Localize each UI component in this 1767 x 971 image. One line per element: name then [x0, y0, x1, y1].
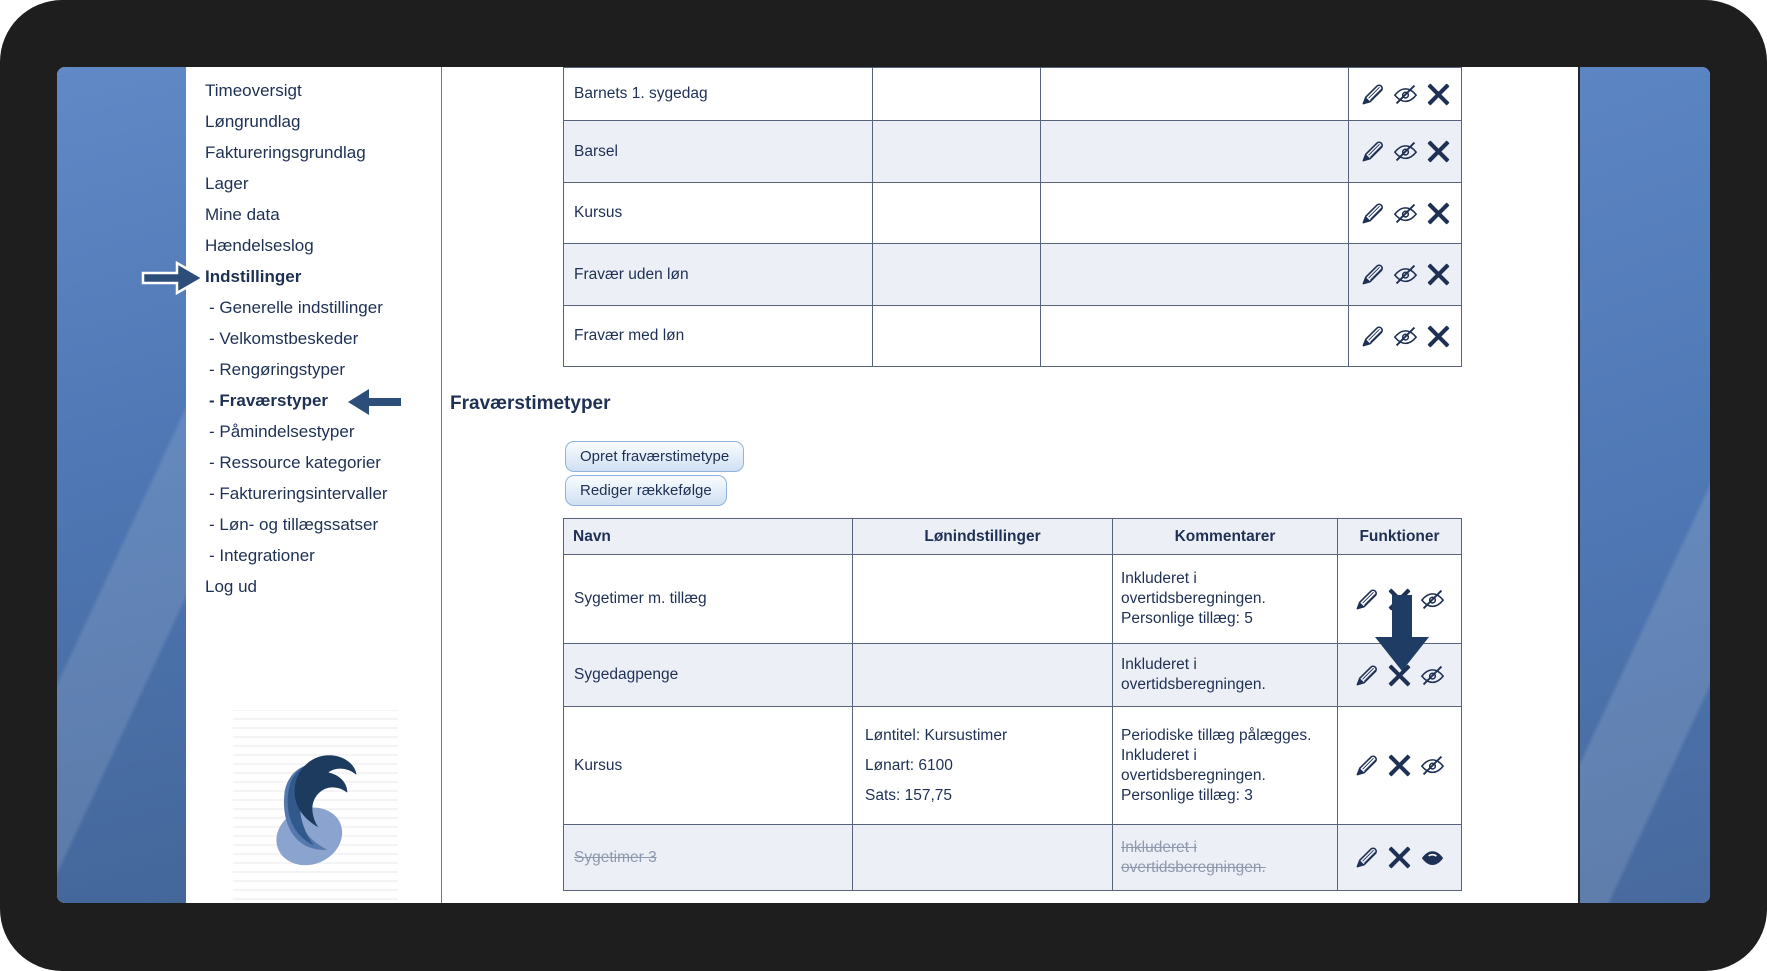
page-title: Fraværstimetyper: [450, 393, 611, 414]
empty-cell: [873, 121, 1041, 183]
sidebar-item-rengoringstyper[interactable]: - Rengøringstyper: [209, 360, 346, 379]
wave-logo-icon: [260, 736, 372, 874]
sidebar-item-lager[interactable]: Lager: [205, 174, 249, 193]
row-actions-cell: [1349, 121, 1462, 183]
hide-eye-slash-icon[interactable]: [1393, 324, 1418, 349]
delete-x-icon[interactable]: [1387, 845, 1412, 870]
row-name-cell: Sygetimer 3: [564, 825, 853, 891]
fravaerstimetyper-table: [563, 518, 1462, 891]
edit-icon[interactable]: [1360, 201, 1385, 226]
annotation-left-arrow-icon: [345, 387, 403, 417]
row-name-cell: Barnets 1. sygedag: [564, 68, 873, 121]
hide-eye-slash-icon[interactable]: [1393, 201, 1418, 226]
pay-settings-cell: [853, 555, 1113, 644]
annotation-down-arrow-icon: [1373, 595, 1431, 673]
show-eye-icon[interactable]: [1420, 845, 1445, 870]
edit-icon[interactable]: [1354, 845, 1379, 870]
comments-cell: Inkluderet i overtidsberegningen.: [1113, 644, 1338, 707]
desktop-wallpaper-right: [1578, 67, 1710, 903]
row-name-cell: Sygetimer m. tillæg: [564, 555, 853, 644]
table-row: [564, 707, 1462, 825]
pay-line: Sats: 157,75: [865, 786, 953, 804]
empty-cell: [1041, 244, 1349, 306]
hide-eye-slash-icon[interactable]: [1393, 262, 1418, 287]
delete-x-icon[interactable]: [1426, 262, 1451, 287]
table-header-row: [564, 519, 1462, 555]
table-row: [564, 244, 1462, 306]
edit-icon[interactable]: [1354, 753, 1379, 778]
sidebar-item-faktureringsintervaller[interactable]: - Faktureringsintervaller: [209, 484, 388, 503]
row-actions-cell: [1349, 244, 1462, 306]
col-header-navn: Navn: [564, 519, 853, 555]
annotation-right-arrow-icon: [141, 259, 207, 297]
row-name-cell: Fravær med løn: [564, 306, 873, 367]
empty-cell: [873, 183, 1041, 244]
pay-line: Løntitel: Kursustimer: [865, 726, 1008, 744]
delete-x-icon[interactable]: [1426, 324, 1451, 349]
pay-line: Lønart: 6100: [865, 756, 953, 774]
row-actions-cell: [1338, 707, 1462, 825]
hide-eye-slash-icon[interactable]: [1393, 82, 1418, 107]
empty-cell: [1041, 121, 1349, 183]
edit-icon[interactable]: [1360, 82, 1385, 107]
sidebar-item-lon-og-tillaegssatser[interactable]: - Løn- og tillægssatser: [209, 515, 379, 534]
row-name-cell: Kursus: [564, 707, 853, 825]
desktop-wallpaper-left: [57, 67, 186, 903]
hide-eye-slash-icon[interactable]: [1393, 139, 1418, 164]
pay-settings-cell: [853, 707, 1113, 825]
fravaerstyper-table: [563, 67, 1462, 367]
sidebar-item-velkomstbeskeder[interactable]: - Velkomstbeskeder: [209, 329, 359, 348]
sidebar-content-divider: [441, 67, 442, 903]
table-row: [564, 555, 1462, 644]
empty-cell: [873, 244, 1041, 306]
edit-order-button[interactable]: Rediger rækkefølge: [565, 475, 727, 506]
sidebar-item-timeoversigt[interactable]: Timeoversigt: [205, 81, 302, 100]
empty-cell: [1041, 68, 1349, 121]
comments-cell: Inkluderet i overtidsberegningen. Personlige tillæg: 5: [1113, 555, 1338, 644]
table-row: [564, 121, 1462, 183]
table-row: [564, 183, 1462, 244]
col-header-funktioner: Funktioner: [1338, 519, 1462, 555]
row-name-cell: Fravær uden løn: [564, 244, 873, 306]
create-absence-hour-type-button[interactable]: Opret fraværstimetype: [565, 441, 744, 472]
row-actions-cell: [1349, 68, 1462, 121]
delete-x-icon[interactable]: [1426, 82, 1451, 107]
empty-cell: [1041, 306, 1349, 367]
sidebar-item-ressource-kategorier[interactable]: - Ressource kategorier: [209, 453, 381, 472]
table-row: [564, 306, 1462, 367]
empty-cell: [873, 306, 1041, 367]
sidebar-item-pamindelsestyper[interactable]: - Påmindelsestyper: [209, 422, 355, 441]
sidebar-item-log-ud[interactable]: Log ud: [205, 577, 257, 596]
table-row: [564, 68, 1462, 121]
edit-icon[interactable]: [1360, 324, 1385, 349]
edit-icon[interactable]: [1360, 139, 1385, 164]
row-name-cell: Barsel: [564, 121, 873, 183]
company-logo: [233, 710, 398, 900]
app-screen: [57, 67, 1710, 903]
sidebar-item-longrundlag[interactable]: Løngrundlag: [205, 112, 301, 131]
row-name-cell: Kursus: [564, 183, 873, 244]
empty-cell: [1041, 183, 1349, 244]
sidebar-item-indstillinger[interactable]: Indstillinger: [205, 267, 302, 286]
sidebar-nav: [205, 75, 440, 602]
pay-settings-cell: [853, 825, 1113, 891]
row-actions-cell: [1349, 306, 1462, 367]
table-row: [564, 644, 1462, 707]
pay-settings-cell: [853, 644, 1113, 707]
comments-cell: Inkluderet i overtidsberegningen.: [1113, 825, 1338, 891]
delete-x-icon[interactable]: [1426, 201, 1451, 226]
sidebar-item-fravaerstyper[interactable]: - Fraværstyper: [209, 391, 329, 410]
edit-icon[interactable]: [1360, 262, 1385, 287]
comments-cell: Periodiske tillæg pålægges. Inkluderet i overtidsberegningen. Personlige tillæg: 3: [1113, 707, 1338, 825]
row-actions-cell: [1338, 825, 1462, 891]
hide-eye-slash-icon[interactable]: [1420, 753, 1445, 778]
row-actions-cell: [1349, 183, 1462, 244]
sidebar-item-integrationer[interactable]: - Integrationer: [209, 546, 315, 565]
table-row-disabled: [564, 825, 1462, 891]
delete-x-icon[interactable]: [1387, 753, 1412, 778]
sidebar-item-faktureringsgrundlag[interactable]: Faktureringsgrundlag: [205, 143, 366, 162]
sidebar-item-haendelseslog[interactable]: Hændelseslog: [205, 236, 314, 255]
col-header-lonindstillinger: Lønindstillinger: [853, 519, 1113, 555]
sidebar-item-mine-data[interactable]: Mine data: [205, 205, 280, 224]
empty-cell: [873, 68, 1041, 121]
col-header-kommentarer: Kommentarer: [1113, 519, 1338, 555]
delete-x-icon[interactable]: [1426, 139, 1451, 164]
row-name-cell: Sygedagpenge: [564, 644, 853, 707]
sidebar-item-generelle-indstillinger[interactable]: - Generelle indstillinger: [209, 298, 383, 317]
